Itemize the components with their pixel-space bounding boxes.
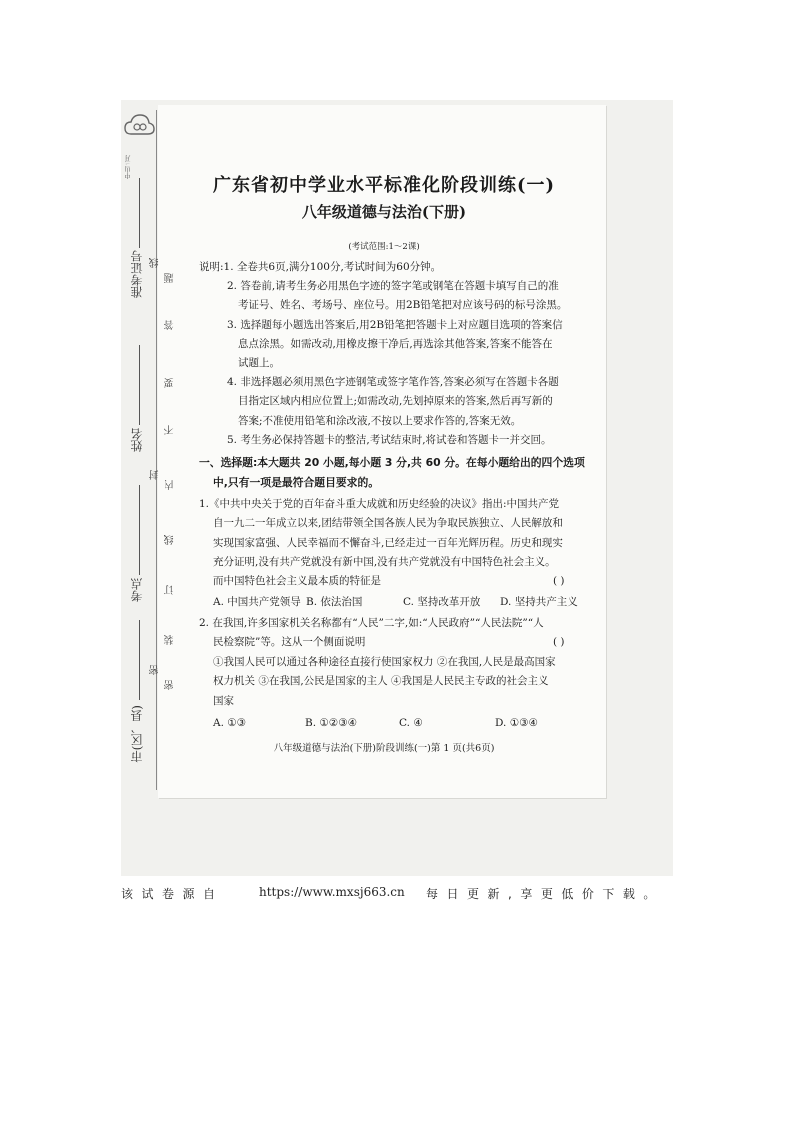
exam-title: 广东省初中学业水平标准化阶段训练(一) [212, 175, 556, 196]
question-1-option-a: A. 中国共产党领导 [213, 596, 301, 608]
question-2-option-a: A. ①③ [213, 717, 247, 729]
section-heading: 中,只有一项是最符合题目要求的。 [213, 476, 380, 489]
question-2-text: 2. 在我国,许多国家机关名称都有“人民”二字,如:“人民政府”“人民法院”“人 [199, 617, 544, 629]
question-1-text: 1.《中共中央关于党的百年奋斗重大成就和历史经验的决议》指出:中国共产党 [199, 498, 560, 510]
seal-char: 内 [165, 480, 176, 490]
seal-word: 线 [150, 258, 161, 268]
exam-subtitle: 八年级道德与法治(下册) [301, 203, 467, 221]
binding-line [156, 110, 157, 790]
source-link[interactable]: https://www.mxsj663.cn [259, 885, 405, 899]
seal-char: 订 [165, 585, 176, 595]
answer-bracket: ( ) [553, 575, 565, 587]
question-2-statement: 国家 [213, 695, 234, 707]
question-1-text: 实现国家富强、人民幸福而不懈奋斗,已经走过一百年光辉历程。历史和现实 [213, 537, 563, 549]
seal-char: 题 [165, 273, 176, 283]
instruction-line: 答案;不准使用铅笔和涂改液,不按以上要求作答的,答案无效。 [238, 415, 522, 427]
seal-char: 装 [165, 635, 176, 645]
seal-char: 线 [165, 535, 176, 545]
instruction-line: 2. 答卷前,请考生务必用黑色字迹的签字笔或钢笔在答题卡填写自己的准 [227, 280, 559, 292]
instruction-line: 3. 选择题每小题选出答案后,用2B铅笔把答题卡上对应题目选项的答案信 [227, 319, 563, 331]
question-1-text: 自一九二一年成立以来,团结带领全国各族人民为争取民族独立、人民解放和 [213, 517, 563, 529]
instruction-line: 息点涂黑。如需改动,用橡皮擦干净后,再选涂其他答案,答案不能答在 [238, 338, 553, 350]
section-heading: 一、选择题:本大题共 20 小题,每小题 3 分,共 60 分。在每小题给出的四个选项 [199, 456, 585, 469]
seal-char: 不 [165, 425, 176, 435]
instruction-line: 说明:1. 全卷共6页,满分100分,考试时间为60分钟。 [199, 261, 442, 273]
cloud-logo-icon [123, 112, 155, 152]
seal-char: 密 [165, 680, 176, 690]
field-exam-number: 准考证号 [130, 250, 144, 298]
question-2-option-b: B. ①②③④ [305, 717, 358, 729]
seal-char: 答 [165, 320, 176, 330]
field-district: 市(区、县) [130, 705, 144, 763]
question-2-statement: ①我国人民可以通过各种途径直接行使国家权力 ②在我国,人民是最高国家 [213, 656, 556, 668]
exam-range: (考试范围:1～2课) [348, 242, 420, 252]
source-note-left: 该试卷源自 [121, 887, 224, 901]
field-underline [139, 485, 140, 575]
seal-word: 密 [150, 665, 161, 675]
question-2-option-c: C. ④ [399, 717, 423, 729]
question-1-option-d: D. 坚持共产主义 [500, 596, 578, 608]
page-footer: 八年级道德与法治(下册)阶段训练(一)第 1 页(共6页) [273, 743, 495, 754]
question-2-statement: 权力机关 ③在我国,公民是国家的主人 ④我国是人民民主专政的社会主义 [213, 675, 549, 687]
question-2-option-d: D. ①③④ [495, 717, 538, 729]
field-underline [139, 620, 140, 700]
question-1-option-c: C. 坚持改革开放 [403, 596, 481, 608]
field-name: 姓名 [130, 428, 144, 452]
answer-bracket: ( ) [553, 636, 565, 648]
instruction-line: 5. 考生务必保持答题卡的整洁,考试结束时,将试卷和答题卡一并交回。 [227, 434, 552, 446]
question-1-option-b: B. 依法治国 [306, 596, 363, 608]
question-2-text: 民检察院”等。这从一个侧面说明 [213, 636, 366, 648]
seal-char: 要 [165, 378, 176, 388]
instruction-line: 4. 非选择题必须用黑色字迹钢笔或签字笔作答,答案必须写在答题卡各题 [227, 376, 559, 388]
question-1-text: 充分证明,没有共产党就没有新中国,没有共产党就没有中国特色社会主义。 [213, 556, 556, 568]
question-1-text: 而中国特色社会主义最本质的特征是 [213, 575, 381, 587]
field-underline [139, 345, 140, 425]
instruction-line: 试题上。 [238, 357, 280, 369]
field-underline [139, 178, 140, 248]
instruction-line: 考证号、姓名、考场号、座位号。用2B铅笔把对应该号码的标号涂黑。 [238, 299, 568, 311]
seal-word: 封 [150, 470, 161, 480]
logo-text: 中山三月 [125, 155, 132, 179]
source-note-right: 每日更新,享更低价下载。 [426, 887, 664, 901]
instruction-line: 目指定区域内相应位置上;如需改动,先划掉原来的答案,然后再写新的 [238, 395, 553, 407]
field-exam-site: 考点 [130, 578, 144, 602]
